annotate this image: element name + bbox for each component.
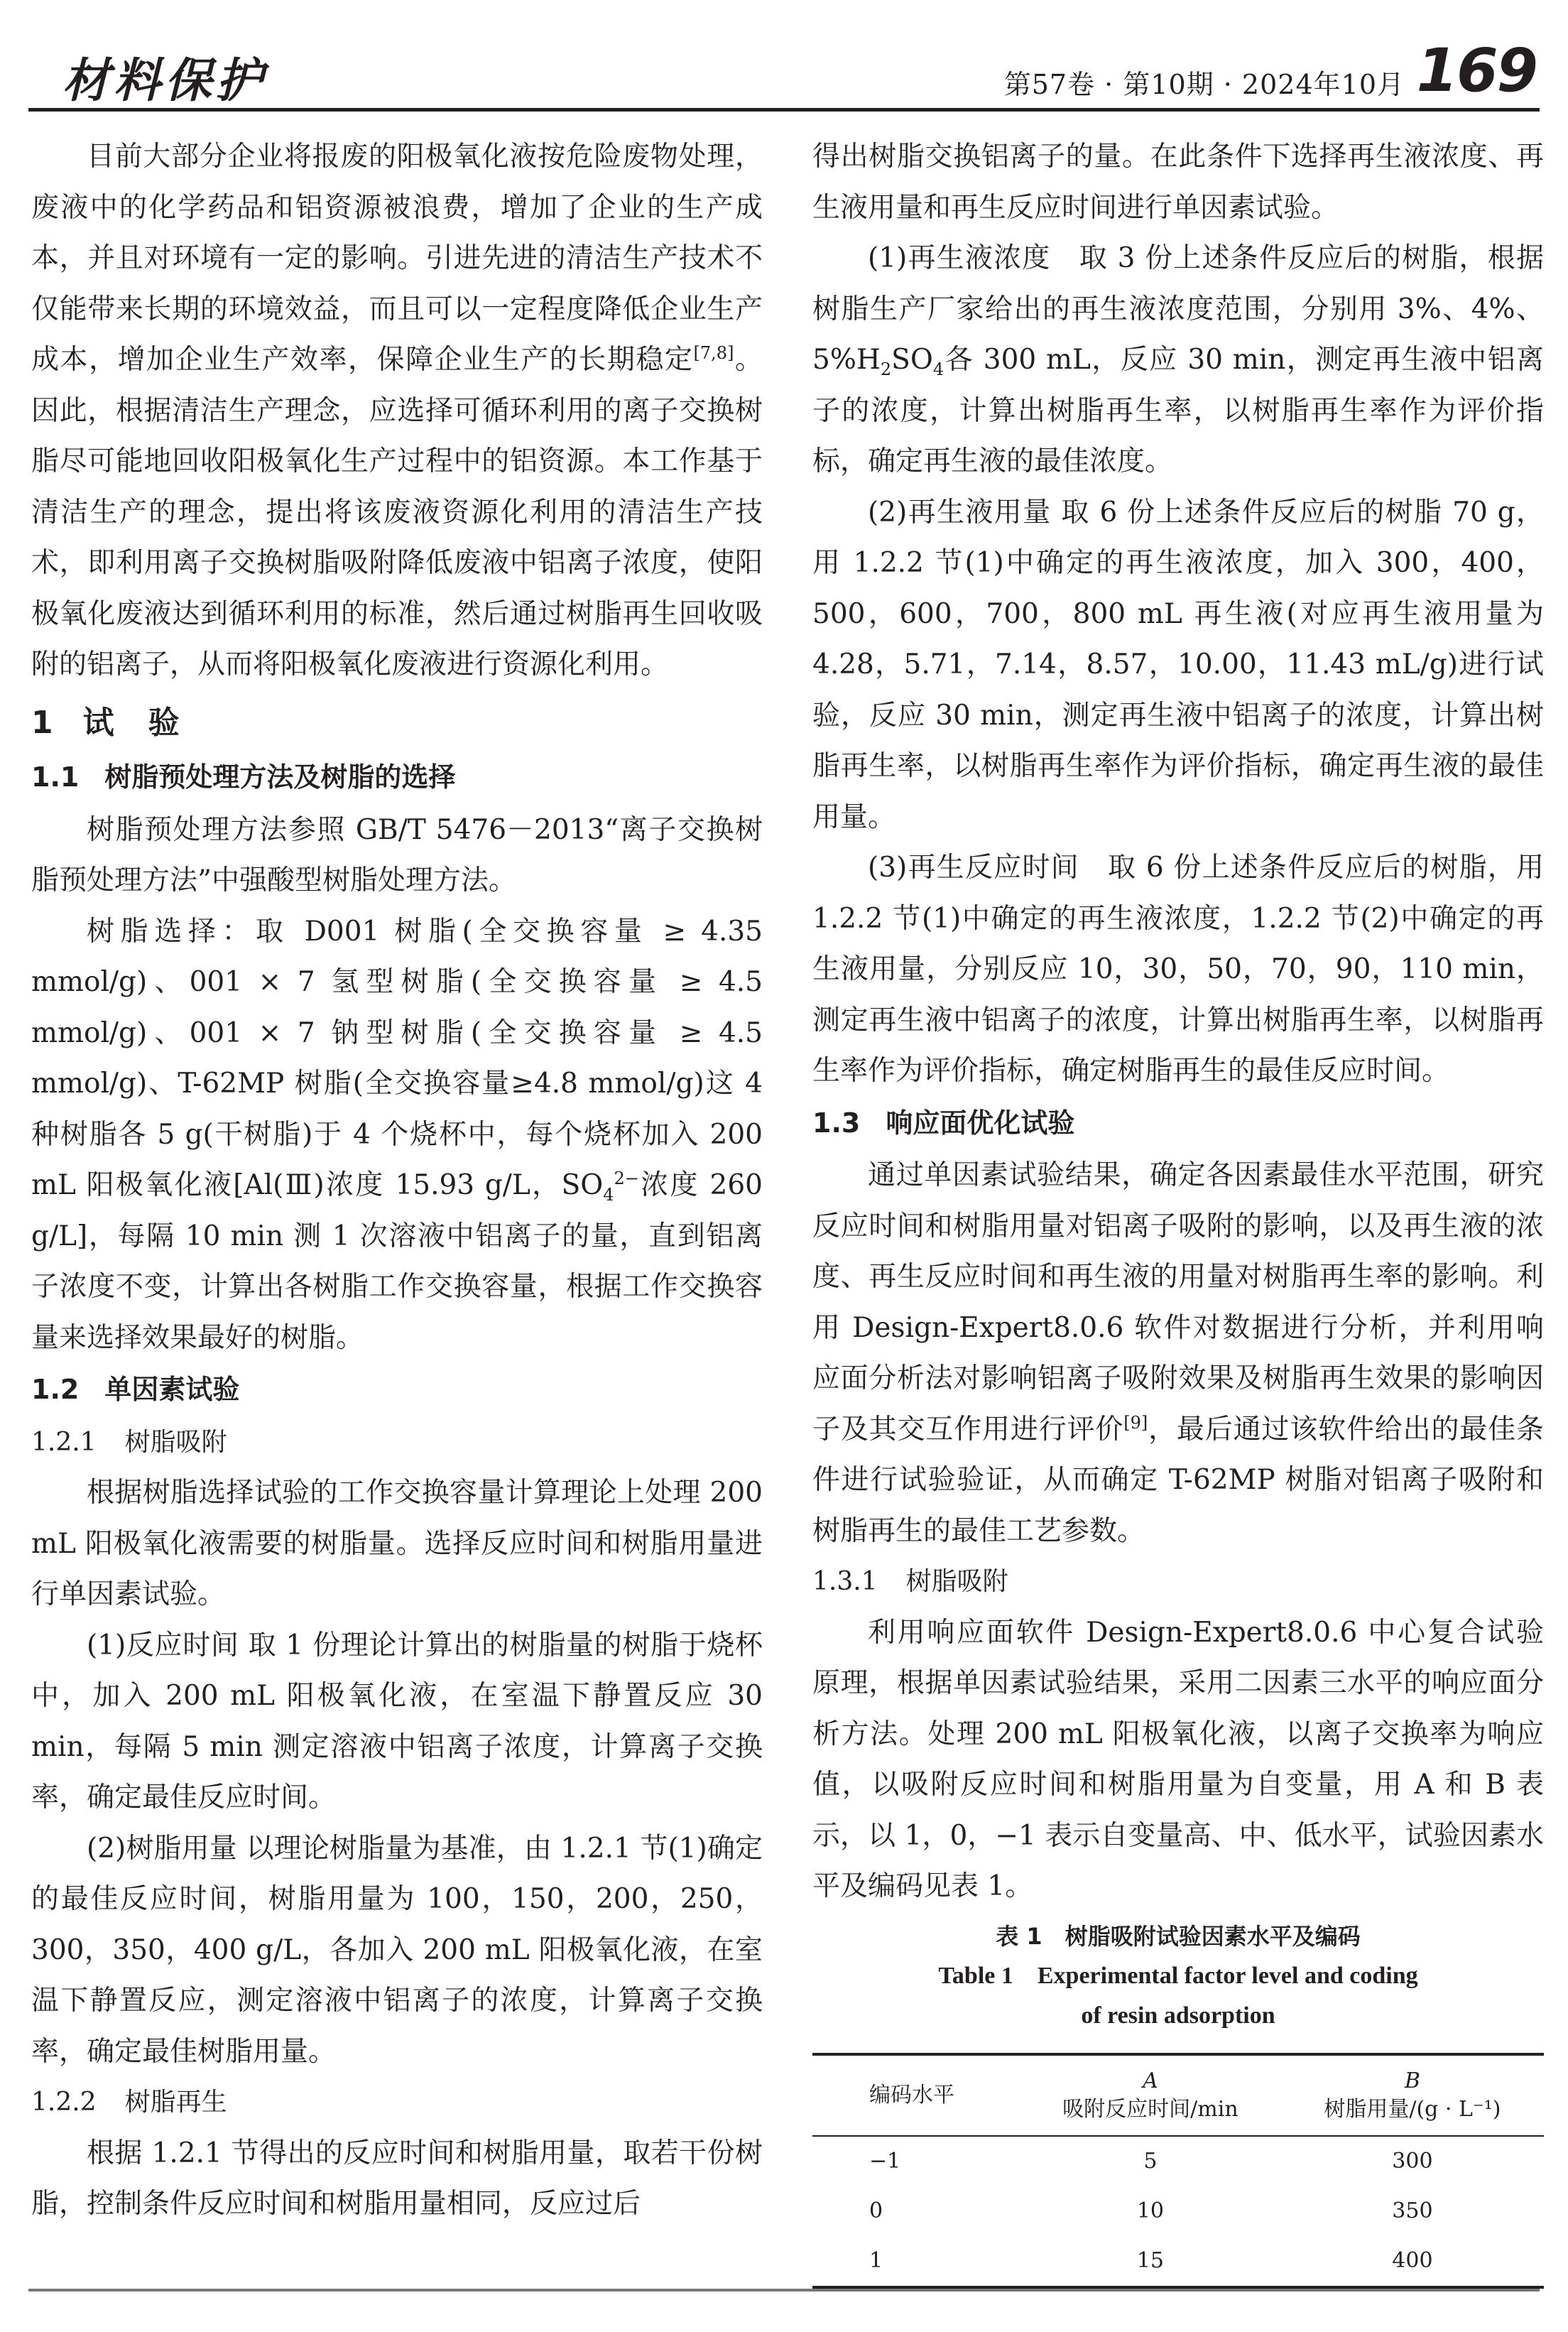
paragraph-1-2-2-item3: (3)再生反应时间 取 6 份上述条件反应后的树脂，用 1.2.2 节(1)中确定的再生液浓度，1.2.2 节(2)中确定的再生液用量，分别反应 10，30，50，70，90，110 min，测定再生液中铝离子的浓度，计算出树脂再生率，以树脂再生率作为评价指标，确定树脂再生的最佳反应时间。: [812, 852, 1544, 1087]
section-heading-1-2-1: 1.2.1 树脂吸附: [31, 1427, 227, 1457]
section-heading-1-2: 1.2 单因素试验: [31, 1374, 240, 1405]
table-row: [812, 2236, 1544, 2287]
page-number: 169: [1416, 36, 1537, 105]
factor-level-table: [812, 2053, 1544, 2289]
paragraph-1-2-1-item1: (1)反应时间 取 1 份理论计算出的树脂量的树脂于烧杯中，加入 200 mL 阳极氧化液，在室温下静置反应 30 min，每隔 5 min 测定溶液中铝离子浓度，计算离子交换率，确定最佳反应时间。: [31, 1629, 763, 1813]
cell-b: 400: [1392, 2247, 1433, 2273]
table-row: [812, 2186, 1544, 2236]
cell-level: −1: [869, 2148, 901, 2174]
table-row: [812, 2136, 1544, 2186]
col-header-b: B 树脂用量/(g · L⁻¹): [1324, 2068, 1501, 2122]
table-caption-cn: 表 1 树脂吸附试验因素水平及编码: [996, 1922, 1361, 1950]
paragraph-1-3-1: 利用响应面软件 Design-Expert8.0.6 中心复合试验原理，根据单因素试验结果，采用二因素三水平的响应面分析方法。处理 200 mL 阳极氧化液，以离子交换率为响应值，以吸附反应时间和树脂用量为自变量，用 A 和 B 表示，以 1，0，−1 表示自变量高、中、低水平，试验因素水平及编码见表 1。: [812, 1616, 1544, 1902]
footer-rule: [28, 2289, 1540, 2292]
pretreat-paragraph: 树脂预处理方法参照 GB/T 5476－2013“离子交换树脂预处理方法”中强酸型树脂处理方法。: [31, 813, 763, 896]
table-header-row: [812, 2054, 1544, 2136]
continuation-paragraph: 得出树脂交换铝离子的量。在此条件下选择再生液浓度、再生液用量和再生反应时间进行单因素试验。: [812, 141, 1544, 224]
col-header-level: 编码水平: [869, 2082, 954, 2108]
citation-7-8: [7,8]: [693, 343, 734, 363]
cell-a: 10: [1136, 2198, 1164, 2223]
right-column: [812, 131, 1544, 2289]
intro-paragraph: 目前大部分企业将报废的阳极氧化液按危险废物处理，废液中的化学药品和铝资源被浪费，增加了企业的生产成本，并且对环境有一定的影响。引进先进的清洁生产技术不仅能带来长期的环境效益，而且可以一定程度降低企业生产成本，增加企业生产效率，保障企业生产的长期稳定[7,8]。因此，根据清洁生产理念，应选择可循环利用的离子交换树脂尽可能地回收阳极氧化生产过程中的铝资源。本工作基于清洁生产的理念，提出将该废液资源化利用的清洁生产技术，即利用离子交换树脂吸附降低废液中铝离子浓度，使阳极氧化废液达到循环利用的标准，然后通过树脂再生回收吸附的铝离子，从而将阳极氧化废液进行资源化利用。: [31, 141, 763, 680]
cell-b: 300: [1392, 2148, 1433, 2174]
cell-b: 350: [1392, 2198, 1433, 2223]
journal-logo: 材料保护: [62, 53, 267, 108]
citation-9: [9]: [1123, 1412, 1148, 1433]
issue-info: 第57卷 · 第10期 · 2024年10月: [1003, 69, 1405, 100]
page-header: [28, 28, 1540, 121]
table-caption-en-line1: Table 1 Experimental factor level and coding: [938, 1962, 1418, 1989]
cell-level: 1: [869, 2247, 883, 2273]
section-heading-1-3: 1.3 响应面优化试验: [812, 1107, 1075, 1139]
resin-select-paragraph: 树脂选择：取 D001 树脂(全交换容量 ≥ 4.35 mmol/g)、001 × 7 氢型树脂(全交换容量 ≥ 4.5 mmol/g)、001 × 7 钠型树脂(全交换容量 ≥ 4.5 mmol/g)、T-62MP 树脂(全交换容量≥4.8 mmol/g)这 4 种树脂各 5 g(干树脂)于 4 个烧杯中，每个烧杯加入 200 mL 阳极氧化液[Al(Ⅲ)浓度 15.93 g/L，$SO_4^{2-}$浓度 260 g/L]，每隔 10 min 测 1 次溶液中铝离子的量，直到铝离子浓度不变，计算出各树脂工作交换容量，根据工作交换容量来选择效果最好的树脂。: [31, 915, 763, 1354]
cell-a: 5: [1143, 2148, 1158, 2174]
section-heading-1-3-1: 1.3.1 树脂吸附: [812, 1567, 1008, 1596]
cell-a: 15: [1136, 2247, 1164, 2273]
paragraph-1-2-2: 根据 1.2.1 节得出的反应时间和树脂用量，取若干份树脂，控制条件反应时间和树脂用量相同，反应过后: [31, 2137, 763, 2220]
header-rule: [28, 108, 1540, 112]
left-column: [31, 131, 763, 2230]
section-heading-1: 1 试 验: [31, 704, 181, 741]
table-caption-en-line2: of resin adsorption: [1081, 2002, 1275, 2029]
paragraph-1-2-2-item2: (2)再生液用量 取 6 份上述条件反应后的树脂 70 g，用 1.2.2 节(1)中确定的再生液浓度，加入 300，400，500，600，700，800 mL 再生液(对应再生液用量为 4.28，5.71，7.14，8.57，10.00，11.43 mL/g)进行试验，反应 30 min，测定再生液中铝离子的浓度，计算出树脂再生率，以树脂再生率作为评价指标，确定再生液的最佳用量。: [812, 496, 1544, 833]
col-header-a: A 吸附反应时间/min: [1062, 2068, 1238, 2122]
cell-level: 0: [869, 2198, 883, 2223]
paragraph-1-2-1-item2: (2)树脂用量 以理论树脂量为基准，由 1.2.1 节(1)确定的最佳反应时间，树脂用量为 100，150，200，250，300，350，400 g/L，各加入 200 mL 阳极氧化液，在室温下静置反应，测定溶液中铝离子的浓度，计算离子交换率，确定最佳树脂用量。: [31, 1832, 763, 2068]
paragraph-1-2-1: 根据树脂选择试验的工作交换容量计算理论上处理 200 mL 阳极氧化液需要的树脂量。选择反应时间和树脂用量进行单因素试验。: [31, 1477, 763, 1610]
paragraph-1-2-2-item1: (1)再生液浓度 取 3 份上述条件反应后的树脂，根据树脂生产厂家给出的再生液浓度范围，分别用 3%、4%、$5\%H_2SO_4$各 300 mL，反应 30 min，测定再生液中铝离子的浓度，计算出树脂再生率，以树脂再生率作为评价指标，确定再生液的最佳浓度。: [812, 242, 1544, 477]
paragraph-1-3: 通过单因素试验结果，确定各因素最佳水平范围，研究反应时间和树脂用量对铝离子吸附的影响，以及再生液的浓度、再生反应时间和再生液的用量对树脂再生率的影响。利用 Design-Expert8.0.6 软件对数据进行分析，并利用响应面分析法对影响铝离子吸附效果及树脂再生效果的影响因子及其交互作用进行评价[9]，最后通过该软件给出的最佳条件进行试验验证，从而确定 T-62MP 树脂对铝离子吸附和树脂再生的最佳工艺参数。: [812, 1159, 1544, 1547]
section-heading-1-1: 1.1 树脂预处理方法及树脂的选择: [31, 761, 456, 793]
section-heading-1-2-2: 1.2.2 树脂再生: [31, 2088, 227, 2117]
